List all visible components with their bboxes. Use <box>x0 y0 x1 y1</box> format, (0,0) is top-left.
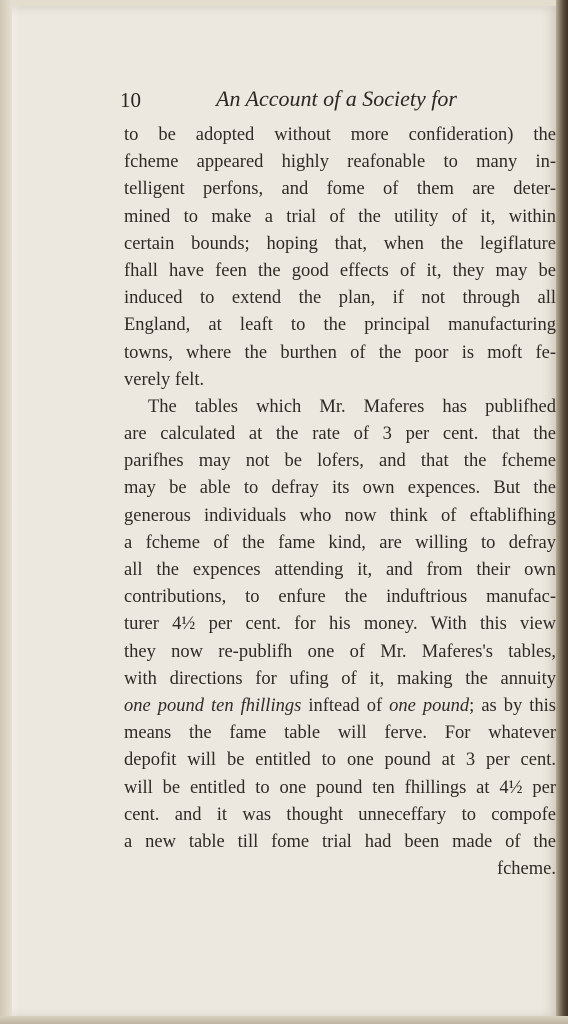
text-line: may be able to defray its own expences. But the <box>124 478 556 499</box>
text-line: all the expences attending it, and from their own <box>124 560 556 580</box>
paragraph-first-line: The tables which Mr. Maferes has publifhed <box>148 396 556 417</box>
text-line: are calculated at the rate of 3 per cent. that the <box>124 424 556 445</box>
text-line: they now re-publifh one of Mr. Maferes's tables, <box>124 641 556 662</box>
text-line: generous individuals who now think of eftablifhing <box>124 505 556 526</box>
text-line: a fcheme of the fame kind, are willing to defray <box>124 532 556 553</box>
catchword: fcheme. <box>496 859 556 880</box>
book-binding-gutter <box>556 0 568 1024</box>
italic-phrase: one pound <box>389 695 470 716</box>
italic-phrase: one pound ten fhillings <box>124 695 302 716</box>
text-line: contributions, to enfure the induftrious manufac- <box>124 587 556 608</box>
text-line: a new table till fome trial had been made of the <box>124 831 556 852</box>
text-line: mined to make a trial of the utility of it, within <box>124 206 556 227</box>
text-line: induced to extend the plan, if not through all <box>124 288 556 309</box>
text-line-with-italics <box>124 693 556 720</box>
text-line: England, at leaft to the principal manufacturing <box>124 315 556 336</box>
page-bottom-edge <box>0 1016 568 1024</box>
paragraph-last-line: verely felt. <box>124 369 205 390</box>
plain-phrase: ; as by this <box>469 695 556 716</box>
text-line: parifhes may not be lofers, and that the fcheme <box>124 451 556 472</box>
text-line: means the fame table will ferve. For whatever <box>124 723 556 744</box>
body-text <box>124 122 556 883</box>
text-line: to be adopted without more confideration) the <box>124 125 556 145</box>
text-line: certain bounds; hoping that, when the legiflature <box>124 233 556 254</box>
text-line: fhall have feen the good effects of it, they may be <box>124 260 556 281</box>
text-line: turer 4½ per cent. for his money. With this view <box>124 614 556 635</box>
text-line: towns, where the burthen of the poor is moft fe- <box>124 342 556 363</box>
page-number: 10 <box>120 88 141 112</box>
text-line: depofit will be entitled to one pound at 3 per cent. <box>124 750 556 771</box>
text-line: with directions for ufing of it, making the annuity <box>124 668 556 689</box>
text-line: will be entitled to one pound ten fhillings at 4½ per <box>124 777 556 798</box>
text-line: fcheme appeared highly reafonable to many in- <box>124 152 556 173</box>
running-head: An Account of a Society for <box>216 86 457 111</box>
text-line: telligent perfons, and fome of them are deter- <box>124 179 556 200</box>
page-left-edge <box>0 0 12 1024</box>
page-header <box>120 84 520 118</box>
text-line: cent. and it was thought unneceffary to compofe <box>124 804 556 825</box>
plain-phrase: inftead of <box>301 695 390 716</box>
